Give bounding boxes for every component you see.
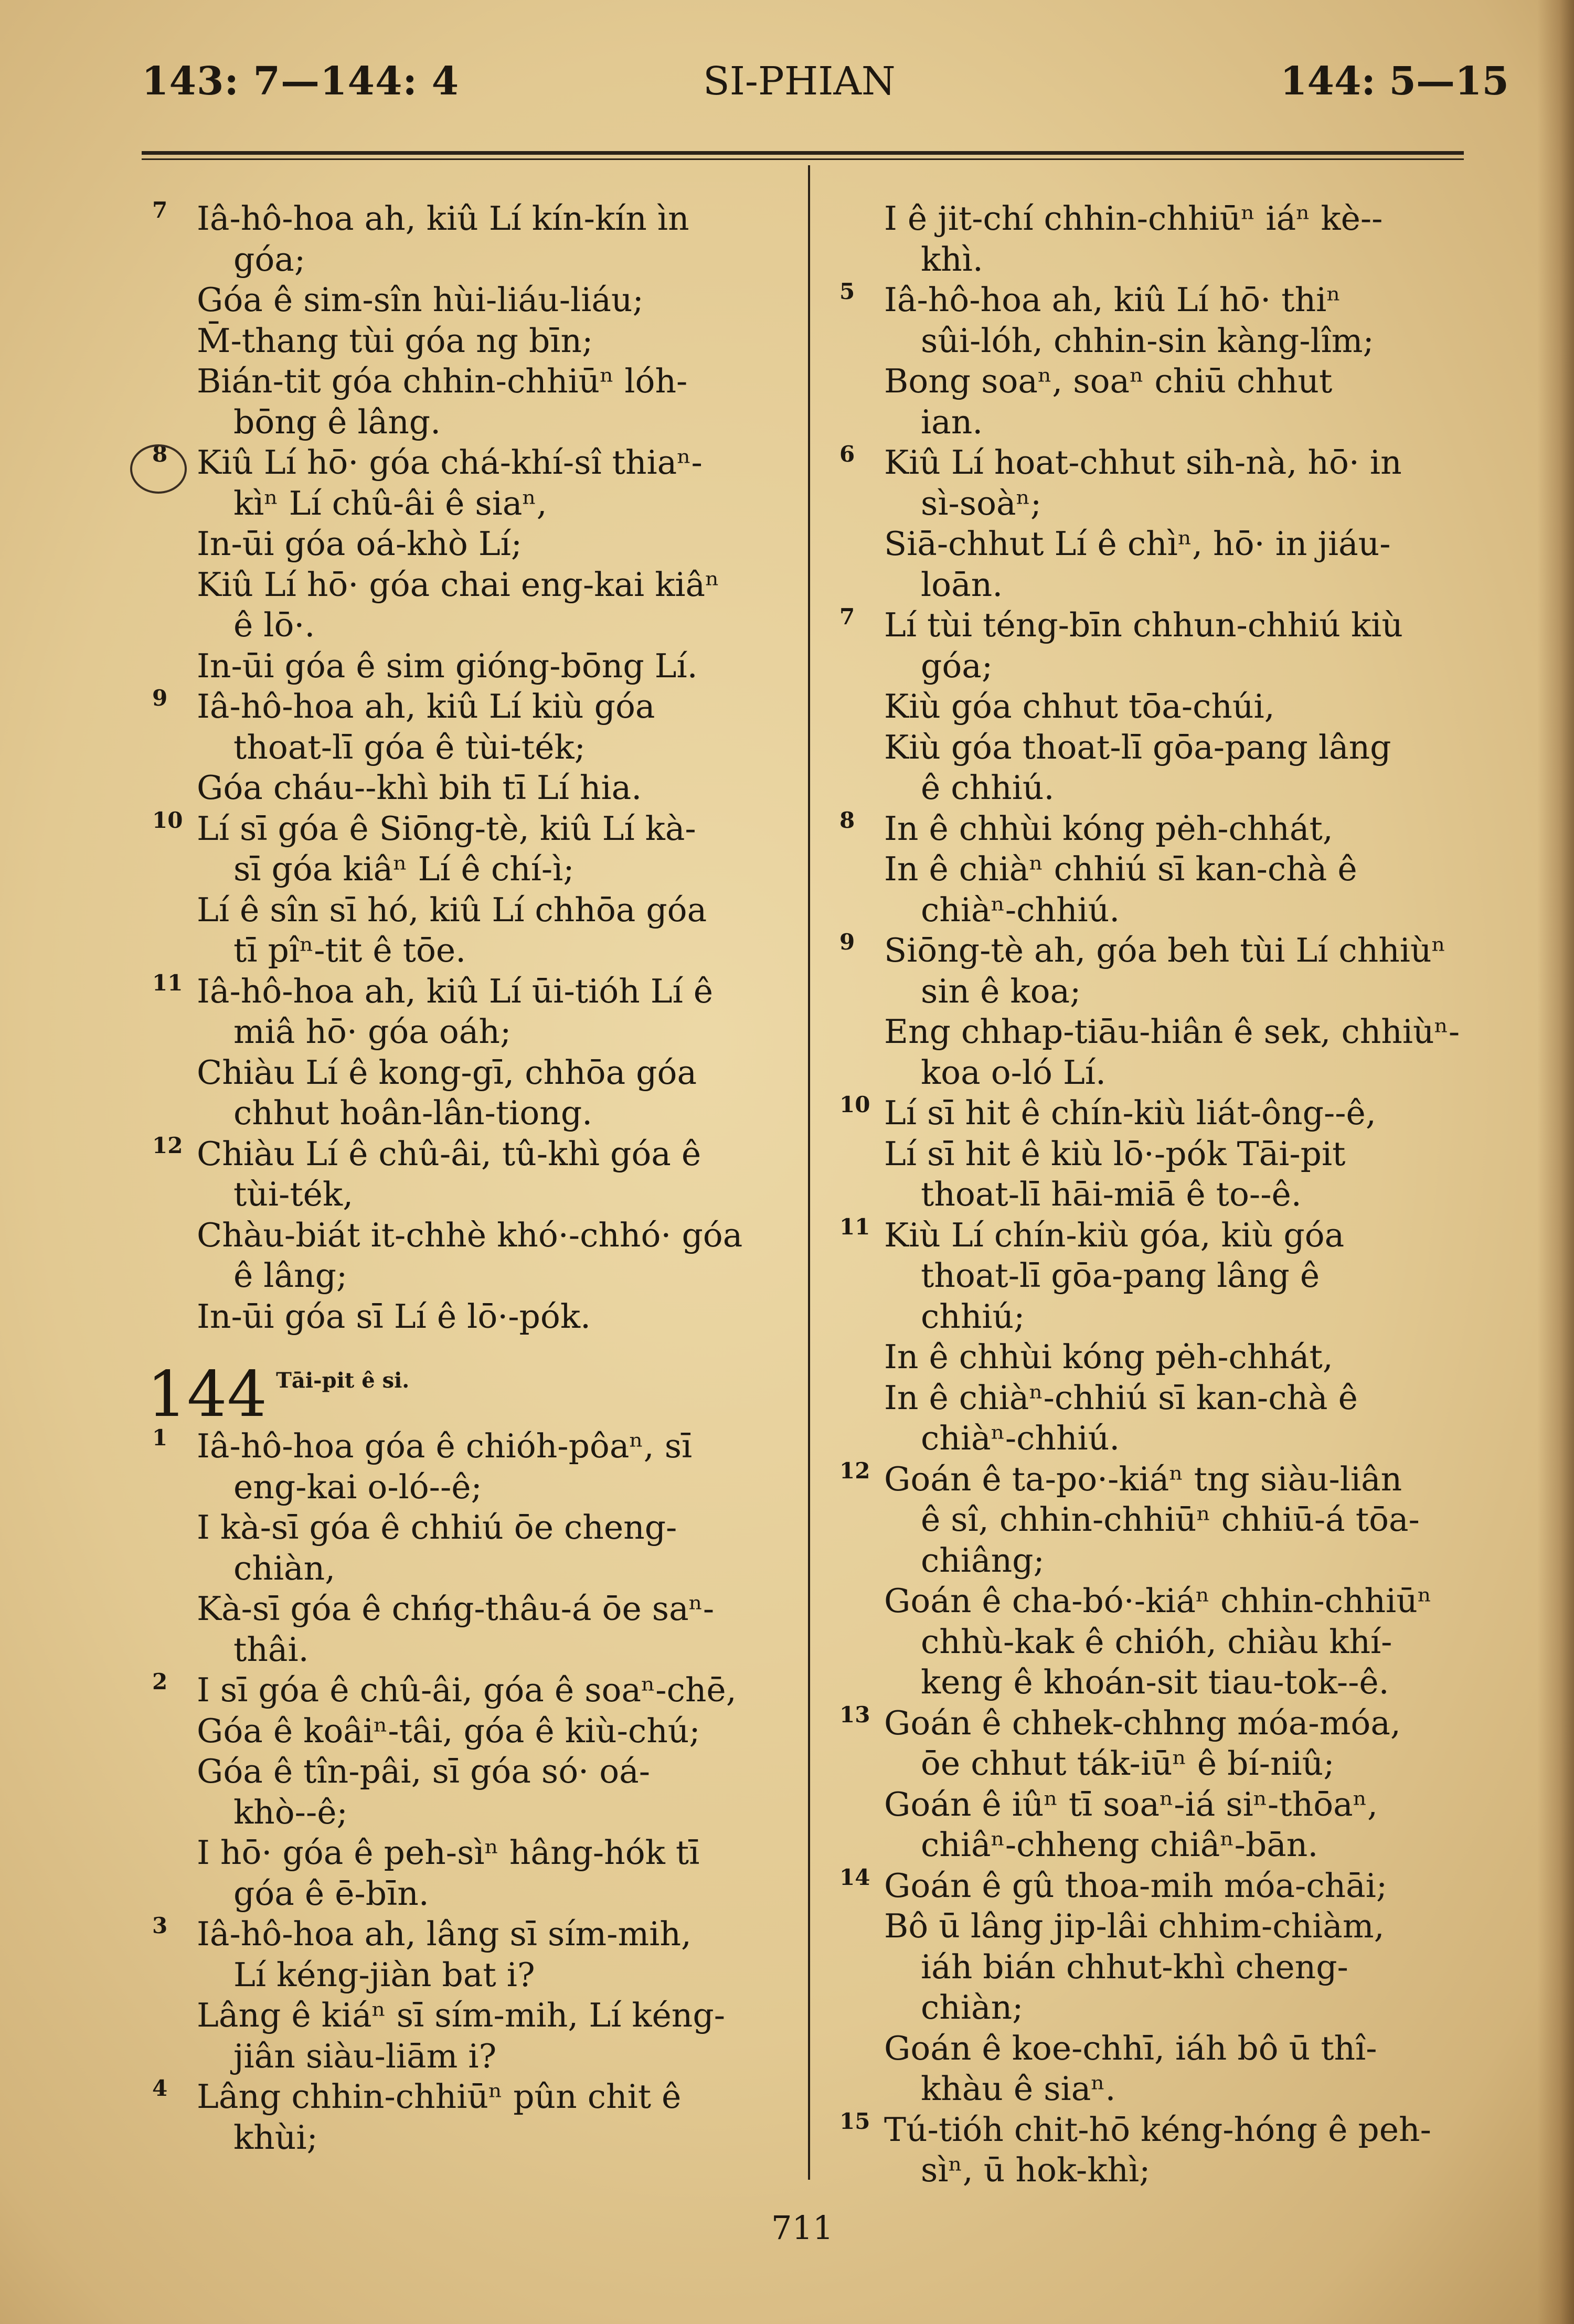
verse-line [142,930,787,971]
verse-line [142,1255,787,1296]
verse-text: miâ hō· góa oáh; [233,1012,512,1051]
left-verses-psalm-143 [142,198,787,1337]
verse-number: 11 [839,1213,870,1240]
verse-text: sin ê koa; [921,972,1081,1010]
verse-text: chiàn, [233,1549,336,1587]
verse-line [829,646,1480,687]
verse-text: Bô ū lâng jip-lâi chhim-chiàm, [884,1907,1385,1945]
verse-line [829,1784,1480,1825]
verse-text: góa; [233,240,306,279]
verse-line [142,767,787,808]
verse-text: ōe chhut ták-iūⁿ ê bí-niû; [921,1744,1335,1783]
verse-number: 7 [839,604,855,630]
verse-text: I ê jit-chí chhin-chhiūⁿ iáⁿ kè-- [884,199,1383,238]
verse-line [829,808,1480,849]
verse-text: Lí sī hit ê chín-kiù liát-ông--ê, [884,1094,1376,1132]
verse-line [142,808,787,849]
verse-text: Kiù góa thoat-lī gōa-pang lâng [884,728,1391,766]
verse-line [829,1255,1480,1296]
verse-text: bōng ê lâng. [233,402,441,441]
verse-line [829,1947,1480,1988]
verse-line [829,1093,1480,1134]
verse-number: 7 [152,197,168,223]
verse-line [142,727,787,768]
verse-line [142,564,787,605]
verse-text: chiàn; [921,1988,1024,2027]
verse-line [142,2036,787,2077]
verse-text: góa; [921,646,993,685]
verse-text: jiân siàu-liām i? [233,2037,497,2075]
verse-text: Kiû Lí hō· góa chai eng-kai kiâⁿ [197,565,720,604]
psalm-number: 144 [147,1358,268,1431]
verse-line [829,1703,1480,1744]
psalm-heading [142,1358,787,1431]
verse-text: Iâ-hô-hoa ah, kiû Lí hō· thiⁿ [884,281,1341,319]
column-divider [808,165,810,2180]
verse-line [829,1215,1480,1256]
verse-text: Kà-sī góa ê chńg-thâu-á ōe saⁿ- [197,1590,715,1628]
verse-text: sìⁿ, ū hok-khì; [921,2151,1151,2189]
verse-text: Kiù Lí chín-kiù góa, kiù góa [884,1216,1345,1254]
verse-line [142,1873,787,1914]
verse-line [142,2117,787,2158]
verse-line [142,524,787,564]
verse-text: chiàⁿ-chhiú. [921,1419,1120,1457]
verse-line [142,849,787,890]
verse-number: 4 [152,2075,168,2101]
verse-text: khùi; [233,2118,318,2157]
verse-line [829,1622,1480,1662]
verse-text: thoat-lī gōa-pang lâng ê [921,1256,1320,1295]
verse-text: Chiàu Lí ê chû-âi, tû-khì góa ê [197,1134,701,1173]
verse-line [829,1011,1480,1052]
verse-text: ê chhiú. [921,769,1055,807]
verse-line [829,361,1480,402]
verse-line [142,321,787,361]
verse-line [829,321,1480,361]
verse-text: Góa ê koâiⁿ-tâi, góa ê kiù-chú; [197,1711,700,1750]
page-spine-shadow [1537,0,1574,2324]
left-verses-psalm-144 [142,1426,787,2158]
verse-text: Goán ê gû thoa-mih móa-chāi; [884,1866,1388,1905]
verse-line [142,442,787,483]
verse-line [142,1467,787,1508]
verse-line [142,605,787,646]
verse-text: chhù-kak ê chióh, chiàu khí- [921,1622,1392,1661]
verse-line [142,1955,787,1996]
verse-text: sì-soàⁿ; [921,484,1042,523]
verse-text: khàu ê siaⁿ. [921,2070,1116,2108]
verse-line [142,1629,787,1670]
verse-text: thoat-lī góa ê tùi-ték; [233,728,586,766]
verse-line [142,1215,787,1256]
verse-text: Lí sī hit ê kiù lō·-pók Tāi-pit [884,1134,1346,1173]
verse-line [829,483,1480,524]
verse-line [829,198,1480,239]
verse-line [829,2109,1480,2150]
verse-text: Góa ê sim-sîn hùi-liáu-liáu; [197,281,644,319]
verse-number: 2 [152,1669,168,1694]
verse-text: thoat-lī hāi-miā ê to--ê. [921,1175,1302,1213]
verse-text: sûi-lóh, chhin-sin kàng-lîm; [921,321,1374,360]
verse-line [142,1589,787,1629]
verse-text: tī pîⁿ-tit ê tōe. [233,931,466,969]
verse-line [829,2150,1480,2191]
verse-line [142,890,787,931]
verse-text: chiàⁿ-chhiú. [921,890,1120,929]
verse-line [829,1337,1480,1378]
verse-line [829,767,1480,808]
verse-text: Siā-chhut Lí ê chìⁿ, hō· in jiáu- [884,525,1391,563]
verse-line [829,1499,1480,1540]
verse-text: In ê chiàⁿ chhiú sī kan-chà ê [884,850,1357,888]
verse-line [829,2069,1480,2109]
verse-text: loān. [921,565,1003,604]
verse-number: 8 [839,807,855,833]
verse-line [142,686,787,727]
verse-text: In-ūi góa oá-khò Lí; [197,525,523,563]
header-rule-thin [142,158,1464,160]
verse-line [829,564,1480,605]
verse-text: Chàu-biát it-chhè khó·-chhó· góa [197,1216,743,1254]
verse-line [829,1174,1480,1215]
verse-line [829,1825,1480,1865]
verse-line [829,2028,1480,2069]
verse-number: 13 [839,1701,870,1728]
verse-number: 8 [152,441,168,467]
verse-line [829,890,1480,931]
verse-line [829,1540,1480,1581]
verse-line [142,402,787,443]
verse-text: Iâ-hô-hoa ah, lâng sī sím-mih, [197,1915,692,1953]
verse-number: 9 [839,929,855,955]
verse-text: Lí ê sîn sī hó, kiû Lí chhōa góa [197,890,707,929]
verse-text: iáh bián chhut-khì cheng- [921,1947,1348,1986]
verse-line [142,1134,787,1175]
verse-number: 11 [152,969,183,996]
verse-line [829,727,1480,768]
verse-text: koa o-ló Lí. [921,1053,1107,1092]
verse-line [142,239,787,280]
verse-text: chiâⁿ-chheng chiâⁿ-bān. [921,1826,1318,1864]
verse-line [829,442,1480,483]
verse-text: Iâ-hô-hoa ah, kiû Lí ūi-tióh Lí ê [197,972,714,1010]
verse-line [142,483,787,524]
verse-text: Lí kéng-jiàn bat i? [233,1955,535,1994]
header-rule-thick [142,151,1464,155]
verse-line [829,971,1480,1012]
verse-text: Bong soaⁿ, soaⁿ chiū chhut [884,362,1333,400]
verse-line [829,1865,1480,1906]
verse-line [142,1093,787,1134]
verse-text: In ê chhùi kóng pėh-chhát, [884,1338,1333,1376]
verse-text: I kà-sī góa ê chhiú ōe cheng- [197,1508,677,1547]
verse-number: 10 [839,1092,870,1117]
verse-text: Lí sī góa ê Siōng-tè, kiû Lí kà- [197,809,696,848]
verse-line [142,1426,787,1467]
verse-text: Goán ê ta-po·-kiáⁿ tng siàu-liân [884,1459,1402,1498]
verse-line [829,1296,1480,1337]
verse-text: chhut hoân-lân-tiong. [233,1094,593,1132]
verse-line [142,2076,787,2117]
verse-line [829,402,1480,443]
right-verses [829,198,1480,2191]
verse-text: In ê chhùi kóng pėh-chhát, [884,809,1333,848]
verse-line [829,1418,1480,1459]
right-column [829,198,1480,2191]
verse-number: 12 [152,1132,183,1158]
verse-text: Lí tùi téng-bīn chhun-chhiú kiù [884,606,1403,644]
verse-text: In-ūi góa ê sim gióng-bōng Lí. [197,646,698,685]
header-right-reference: 144: 5—15 [1280,59,1509,104]
verse-line [142,1914,787,1955]
running-header [0,59,1574,116]
verse-line [142,1832,787,1873]
verse-line [142,198,787,239]
verse-line [829,524,1480,564]
verse-text: M̄-thang tùi góa ng bīn; [197,321,593,360]
verse-line [142,1792,787,1833]
verse-number: 6 [839,441,855,467]
verse-text: Iâ-hô-hoa ah, kiû Lí kiù góa [197,687,655,726]
verse-number: 3 [152,1913,168,1938]
verse-line [142,1011,787,1052]
verse-line [142,1670,787,1711]
verse-text: Góa cháu--khì bih tī Lí hia. [197,769,642,807]
verse-text: Iâ-hô-hoa góa ê chióh-pôaⁿ, sī [197,1427,693,1465]
verse-text: Kiù góa chhut tōa-chúi, [884,687,1275,726]
verse-line [829,1378,1480,1419]
verse-text: Lâng ê kiáⁿ sī sím-mih, Lí kéng- [197,1996,725,2034]
verse-line [142,1995,787,2036]
verse-line [829,686,1480,727]
verse-text: Goán ê koe-chhī, iáh bô ū thî- [884,2029,1377,2067]
verse-line [829,1906,1480,1947]
verse-text: I sī góa ê chû-âi, góa ê soaⁿ-chē, [197,1671,737,1709]
verse-line [829,1581,1480,1622]
verse-text: Siōng-tè ah, góa beh tùi Lí chhiùⁿ [884,931,1446,969]
verse-line [829,849,1480,890]
verse-line [829,1134,1480,1175]
verse-text: ê lō·. [233,606,315,644]
verse-text: keng ê khoán-sit tiau-tok--ê. [921,1663,1389,1701]
header-book-title: SI-PHIAN [703,59,896,104]
section-spacer [142,1337,787,1350]
verse-line [142,1052,787,1093]
verse-text: Goán ê iûⁿ tī soaⁿ-iá siⁿ-thōaⁿ, [884,1785,1378,1824]
verse-text: I hō· góa ê peh-sìⁿ hâng-hók tī [197,1833,700,1872]
verse-text: Tú-tióh chit-hō kéng-hóng ê peh- [884,2110,1431,2149]
verse-text: In ê chiàⁿ-chhiú sī kan-chà ê [884,1378,1358,1417]
verse-text: Lâng chhin-chhiūⁿ pûn chit ê [197,2077,682,2116]
verse-number: 5 [839,279,855,304]
verse-text: Goán ê cha-bó·-kiáⁿ chhin-chhiūⁿ [884,1582,1432,1620]
verse-text: Eng chhap-tiāu-hiân ê sek, chhiùⁿ- [884,1012,1460,1051]
verse-text: ê sî, chhin-chhiūⁿ chhiū-á tōa- [921,1500,1420,1539]
left-column [142,198,787,2158]
verse-number: 14 [839,1864,870,1890]
verse-text: ê lâng; [233,1256,348,1295]
verse-line [142,646,787,687]
page-number: 711 [771,2209,834,2247]
header-left-reference: 143: 7—144: 4 [142,59,460,104]
verse-line [829,239,1480,280]
verse-text: kìⁿ Lí chû-âi ê siaⁿ, [233,484,547,523]
verse-line [829,1987,1480,2028]
verse-text: chhiú; [921,1297,1025,1336]
verse-line [142,280,787,321]
psalm-title: Tāi-pit ê si. [276,1368,410,1393]
verse-text: Iâ-hô-hoa ah, kiû Lí kín-kín ìn [197,199,689,238]
verse-text: khì. [921,240,983,279]
verse-line [829,1743,1480,1784]
verse-line [142,1711,787,1752]
verse-text: tùi-ték, [233,1175,354,1213]
verse-line [829,1662,1480,1703]
verse-text: Bián-tit góa chhin-chhiūⁿ lóh- [197,362,688,400]
verse-text: chiâng; [921,1541,1045,1580]
verse-text: thâi. [233,1630,309,1669]
verse-line [829,605,1480,646]
verse-line [142,1507,787,1548]
verse-line [142,1174,787,1215]
verse-text: sī góa kiâⁿ Lí ê chí-ì; [233,850,575,888]
verse-line [142,1296,787,1337]
verse-line [829,280,1480,321]
verse-text: khò--ê; [233,1793,348,1831]
verse-text: ian. [921,402,983,441]
verse-line [829,1459,1480,1500]
verse-line [142,1751,787,1792]
verse-line [142,361,787,402]
verse-text: eng-kai o-ló--ê; [233,1467,482,1506]
verse-text: Chiàu Lí ê kong-gī, chhōa góa [197,1053,697,1092]
verse-text: góa ê ē-bīn. [233,1874,429,1913]
verse-text: Goán ê chhek-chhng móa-móa, [884,1703,1401,1742]
verse-line [829,930,1480,971]
verse-number: 9 [152,685,168,711]
verse-text: In-ūi góa sī Lí ê lō·-pók. [197,1297,591,1336]
verse-text: Kiû Lí hoat-chhut sih-nà, hō· in [884,443,1402,482]
verse-text: Kiû Lí hō· góa chá-khí-sî thiaⁿ- [197,443,703,482]
verse-number: 15 [839,2108,870,2134]
verse-number: 1 [152,1425,168,1451]
verse-text: Góa ê tîn-pâi, sī góa só· oá- [197,1752,651,1790]
verse-line [829,1052,1480,1093]
verse-number: 10 [152,807,183,833]
verse-line [142,1548,787,1589]
verse-line [142,971,787,1012]
verse-number: 12 [839,1457,870,1484]
